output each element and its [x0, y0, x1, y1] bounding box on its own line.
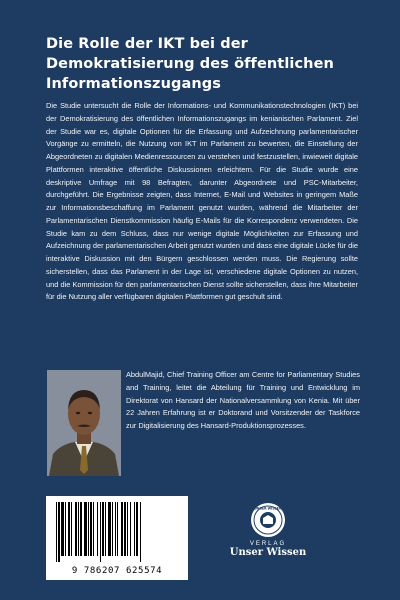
author-bio: AbdulMajid, Chief Training Officer am Centre for Parliamentary Studies and Training, leitet die Abteilung für Training und Entwicklung im Direktorat von Hansard der Nationalversammlung von Kenia. Mit über 22 Jahren Erfahrung ist er Doktorand und Vorsitzender der Taskforce zur Digitalisierung des Hansard-Produktionsprozesses. — [126, 370, 360, 431]
barcode-bar — [102, 502, 104, 556]
barcode-bar — [93, 502, 94, 556]
barcode-bar — [121, 502, 123, 556]
publisher-seal-icon — [250, 502, 286, 538]
publisher-name: Unser Wissen — [229, 547, 307, 558]
barcode-bar — [90, 502, 92, 556]
barcode-bar — [65, 502, 66, 556]
barcode-bar — [105, 502, 106, 556]
isbn-barcode — [46, 496, 188, 580]
barcode-bar — [115, 502, 116, 556]
barcode-bar — [136, 502, 138, 556]
publisher-block — [228, 502, 308, 558]
barcode-bar — [78, 502, 79, 556]
barcode-bar — [61, 502, 64, 556]
abstract-text: Die Studie untersucht die Rolle der Informations- und Kommunikationstechnologien (IKT) bei der Demokratisierung des öffentlichen Informationszugangs im kenianischen Parlament. Ziel der Studie war es, digitale Optionen für die Erfassung und Aufzeichnung parlamentarischer Vorgänge zu ermitteln, die Nutzung von IKT im Parlament zu bewerten, die Einstellung der Abgeordneten zu digitalen Medienressourcen zu verstehen und festzustellen, inwieweit digitale Plattformen interaktive öffentliche Diskussionen erleichtern. Für die Studie wurde eine deskriptive Umfrage mit 98 Befragten, darunter Abgeordnete und PSC-Mitarbeiter, durchgeführt. Die Ergebnisse zeigten, dass Internet, E-Mail und Websites in geringem Maße zur Informationsbeschaffung im Parlament genutzt wurden, während die Mitarbeiter der Parlamentarischen Dienstkommission häufig E-Mails für die Korrespondenz verwendeten. Die Studie kam zu dem Schluss, dass nur wenige digitale Möglichkeiten zur Erfassung und Aufzeichnung der parlamentarischen Arbeit genutzt wurden und dass eine digitale Lücke für die interaktive Diskussion mit den Bürgern geschlossen werden muss. Die Regierung sollte sicherstellen, dass das Parlament in der Lage ist, verschiedene digitale Optionen zu nutzen, und die Kommission für den parlamentarischen Dienst sollte sicherstellen, dass ihre Mitarbeiter für die Nutzung aller verfügbaren digitalen Plattformen gut geschult sind. — [46, 101, 358, 302]
barcode-bar — [112, 502, 113, 556]
barcode-bars — [54, 502, 180, 562]
barcode-bar — [134, 502, 135, 556]
barcode-bar — [130, 502, 131, 556]
barcode-bar — [100, 502, 101, 562]
barcode-bar — [127, 502, 128, 556]
barcode-bar — [124, 502, 126, 556]
barcode-bar — [140, 502, 141, 562]
barcode-bar — [68, 502, 70, 556]
barcode-bar — [97, 502, 98, 556]
logo-text: UNSER WISSEN — [254, 506, 282, 511]
barcode-bar — [108, 502, 111, 556]
author-portrait — [47, 370, 121, 476]
barcode-bar — [75, 502, 77, 556]
book-title: Die Rolle der IKT bei der Demokratisierung des öffentlichen Informationszugangs — [46, 36, 334, 92]
barcode-bar — [117, 502, 118, 556]
barcode-bar — [84, 502, 87, 556]
verlag-label: VERLAG — [249, 541, 287, 547]
author-photo — [47, 370, 121, 476]
barcode-bar — [71, 502, 72, 556]
isbn-number: 9 786207 625574 — [71, 566, 163, 576]
barcode-bar — [80, 502, 82, 556]
barcode-bar — [88, 502, 89, 556]
barcode-bar — [56, 502, 57, 562]
barcode-bar — [58, 502, 60, 562]
